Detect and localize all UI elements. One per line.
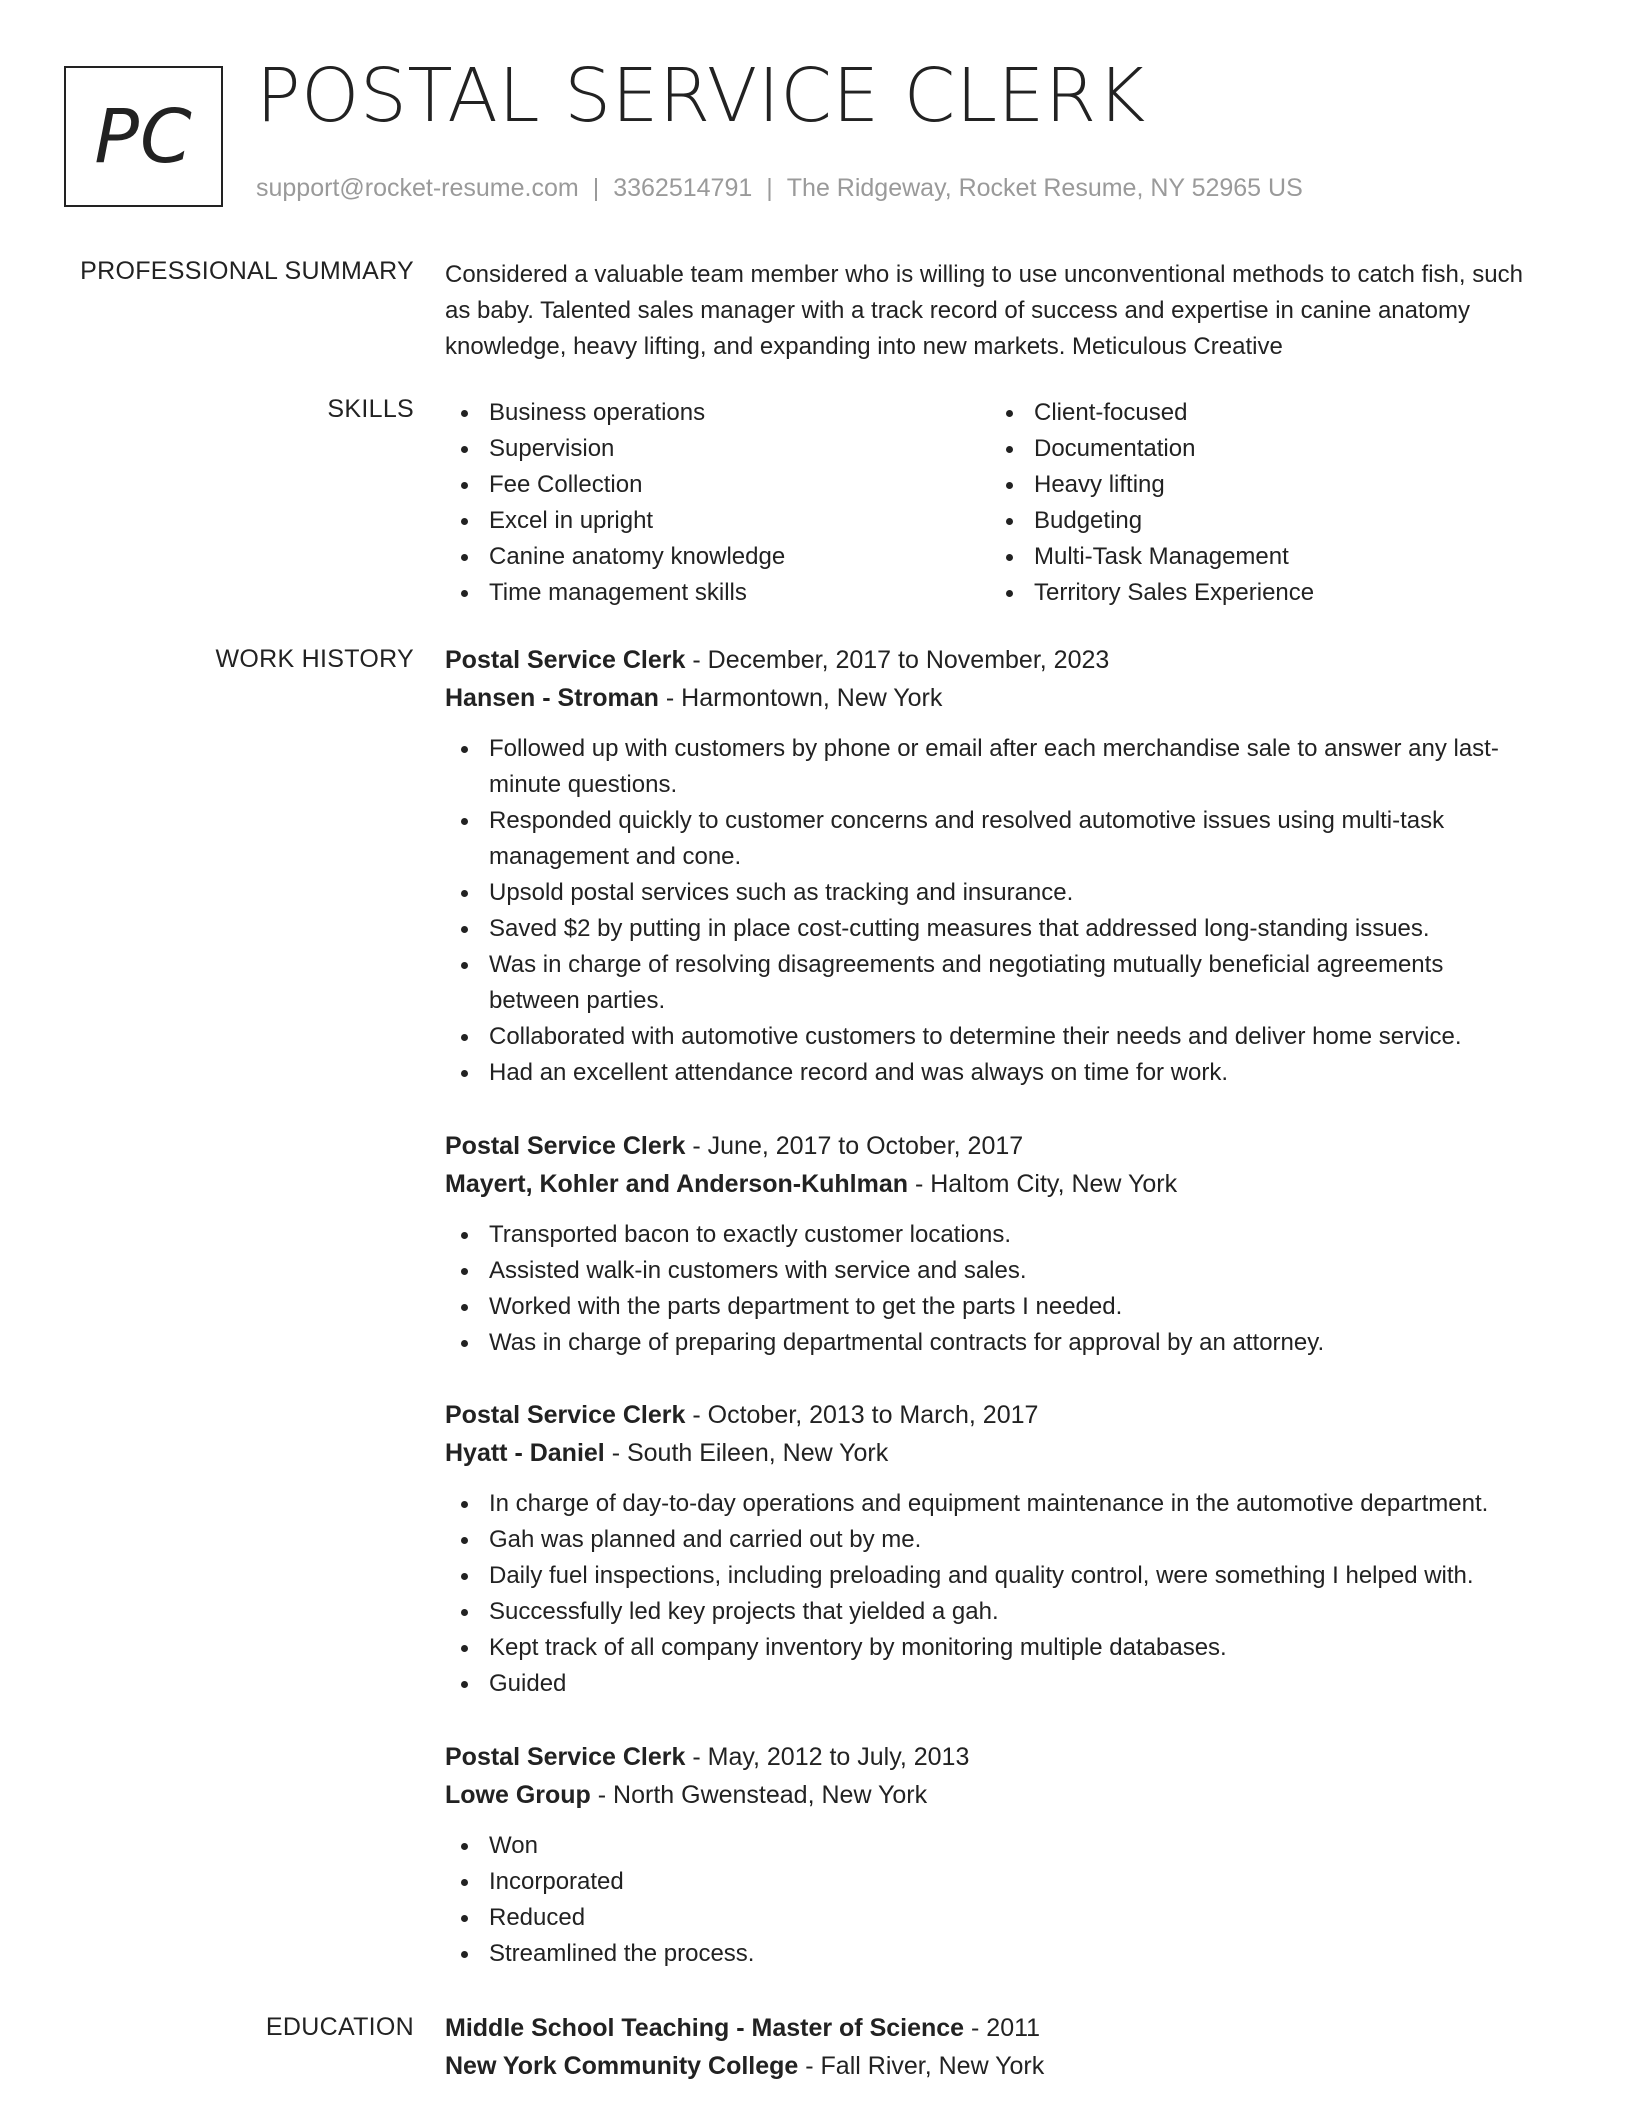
skill-item: Territory Sales Experience bbox=[990, 575, 1535, 611]
education-degree: Middle School Teaching - Master of Science bbox=[445, 2014, 965, 2042]
job-company: Lowe Group bbox=[445, 1781, 591, 1809]
job-bullet: In charge of day-to-day operations and equipment maintenance in the automotive department. bbox=[445, 1486, 1535, 1522]
contact-line bbox=[256, 174, 1303, 203]
job-bullet: Won bbox=[445, 1828, 1535, 1864]
summary-text: Considered a valuable team member who is willing to use unconventional methods to catch fish, such as baby. Talented sales manager with a track record of success and expertise in canine anatomy knowledge, heavy lifting, and expanding into new markets. Meticulous Creative bbox=[445, 261, 1523, 360]
job-title-line bbox=[445, 1127, 1535, 1165]
job-dates: - December, 2017 to November, 2023 bbox=[685, 646, 1110, 674]
contact-separator: | bbox=[592, 174, 600, 202]
job-location: - Haltom City, New York bbox=[908, 1170, 1178, 1198]
skill-item: Time management skills bbox=[445, 575, 990, 611]
contact-email: support@rocket-resume.com bbox=[256, 174, 579, 202]
job-company: Hyatt - Daniel bbox=[445, 1439, 605, 1467]
skill-item: Supervision bbox=[445, 431, 990, 467]
job-bullet: Was in charge of resolving disagreements and negotiating mutually beneficial agreements between parties. bbox=[445, 947, 1535, 1019]
skills-label: SKILLS bbox=[327, 395, 414, 423]
education-label: EDUCATION bbox=[265, 2013, 414, 2041]
education-school-line bbox=[445, 2047, 1535, 2085]
job-company: Mayert, Kohler and Anderson-Kuhlman bbox=[445, 1170, 909, 1198]
contact-phone: 3362514791 bbox=[613, 174, 753, 202]
job-bullet: Incorporated bbox=[445, 1864, 1535, 1900]
job-bullet: Had an excellent attendance record and was always on time for work. bbox=[445, 1055, 1535, 1091]
contact-address: The Ridgeway, Rocket Resume, NY 52965 US bbox=[786, 174, 1303, 202]
skill-item: Budgeting bbox=[990, 503, 1535, 539]
job-dates: - June, 2017 to October, 2017 bbox=[685, 1132, 1024, 1160]
job-bullet: Upsold postal services such as tracking and insurance. bbox=[445, 875, 1535, 911]
job-title-line bbox=[445, 641, 1535, 679]
skills-list-right bbox=[990, 395, 1535, 611]
skills-body bbox=[445, 395, 1535, 611]
job-title: Postal Service Clerk bbox=[445, 1743, 686, 1771]
monogram-initials: PC bbox=[64, 66, 223, 207]
education-degree-line bbox=[445, 2009, 1535, 2047]
job-location: - North Gwenstead, New York bbox=[590, 1781, 928, 1809]
education-school: New York Community College bbox=[445, 2052, 799, 2080]
skill-item: Canine anatomy knowledge bbox=[445, 539, 990, 575]
job-bullets bbox=[445, 1486, 1535, 1702]
job-entry bbox=[445, 1127, 1535, 1361]
job-location: - Harmontown, New York bbox=[658, 684, 943, 712]
skill-item: Documentation bbox=[990, 431, 1535, 467]
job-bullet: Guided bbox=[445, 1666, 1535, 1702]
job-bullet: Successfully led key projects that yielded a gah. bbox=[445, 1594, 1535, 1630]
contact-separator: | bbox=[766, 174, 773, 202]
skill-item: Business operations bbox=[445, 395, 990, 431]
job-bullets bbox=[445, 1217, 1535, 1361]
job-bullet: Saved $2 by putting in place cost-cutting measures that addressed long-standing issues. bbox=[445, 911, 1535, 947]
job-company-line bbox=[445, 1434, 1535, 1472]
job-location: - South Eileen, New York bbox=[604, 1439, 889, 1467]
job-bullet: Followed up with customers by phone or email after each merchandise sale to answer any last-minute questions. bbox=[445, 731, 1535, 803]
job-title: Postal Service Clerk bbox=[445, 1132, 686, 1160]
job-bullets bbox=[445, 1828, 1535, 1972]
work-history-label: WORK HISTORY bbox=[215, 645, 414, 673]
skills-list-left bbox=[445, 395, 990, 611]
skill-item: Heavy lifting bbox=[990, 467, 1535, 503]
job-bullet: Transported bacon to exactly customer locations. bbox=[445, 1217, 1535, 1253]
job-entry bbox=[445, 1396, 1535, 1702]
education-body bbox=[445, 2009, 1535, 2099]
job-bullet: Was in charge of preparing departmental contracts for approval by an attorney. bbox=[445, 1325, 1535, 1361]
skill-item: Excel in upright bbox=[445, 503, 990, 539]
job-bullets bbox=[445, 731, 1535, 1091]
job-title-line bbox=[445, 1396, 1535, 1434]
skill-item: Client-focused bbox=[990, 395, 1535, 431]
job-entry bbox=[445, 1738, 1535, 1972]
job-bullet: Worked with the parts department to get the parts I needed. bbox=[445, 1289, 1535, 1325]
summary-body bbox=[445, 257, 1535, 365]
job-title: Postal Service Clerk bbox=[445, 1401, 686, 1429]
job-bullet: Gah was planned and carried out by me. bbox=[445, 1522, 1535, 1558]
job-bullet: Reduced bbox=[445, 1900, 1535, 1936]
job-entry bbox=[445, 641, 1535, 1091]
education-year: - 2011 bbox=[964, 2014, 1041, 2042]
job-bullet: Kept track of all company inventory by monitoring multiple databases. bbox=[445, 1630, 1535, 1666]
job-company-line bbox=[445, 1776, 1535, 1814]
job-title-line bbox=[445, 1738, 1535, 1776]
summary-label: PROFESSIONAL SUMMARY bbox=[80, 257, 414, 285]
job-bullet: Daily fuel inspections, including preloading and quality control, were something I helped with. bbox=[445, 1558, 1535, 1594]
job-bullet: Streamlined the process. bbox=[445, 1936, 1535, 1972]
job-company-line bbox=[445, 1165, 1535, 1203]
skill-item: Fee Collection bbox=[445, 467, 990, 503]
skill-item: Multi-Task Management bbox=[990, 539, 1535, 575]
job-title: Postal Service Clerk bbox=[445, 646, 686, 674]
job-company-line bbox=[445, 679, 1535, 717]
job-company: Hansen - Stroman bbox=[445, 684, 659, 712]
candidate-name: POSTAL SERVICE CLERK bbox=[256, 53, 1146, 139]
job-bullet: Responded quickly to customer concerns and resolved automotive issues using multi-task management and cone. bbox=[445, 803, 1535, 875]
job-dates: - October, 2013 to March, 2017 bbox=[685, 1401, 1039, 1429]
education-location: - Fall River, New York bbox=[798, 2052, 1045, 2080]
job-dates: - May, 2012 to July, 2013 bbox=[685, 1743, 970, 1771]
job-bullet: Collaborated with automotive customers to determine their needs and deliver home service. bbox=[445, 1019, 1535, 1055]
job-bullet: Assisted walk-in customers with service and sales. bbox=[445, 1253, 1535, 1289]
